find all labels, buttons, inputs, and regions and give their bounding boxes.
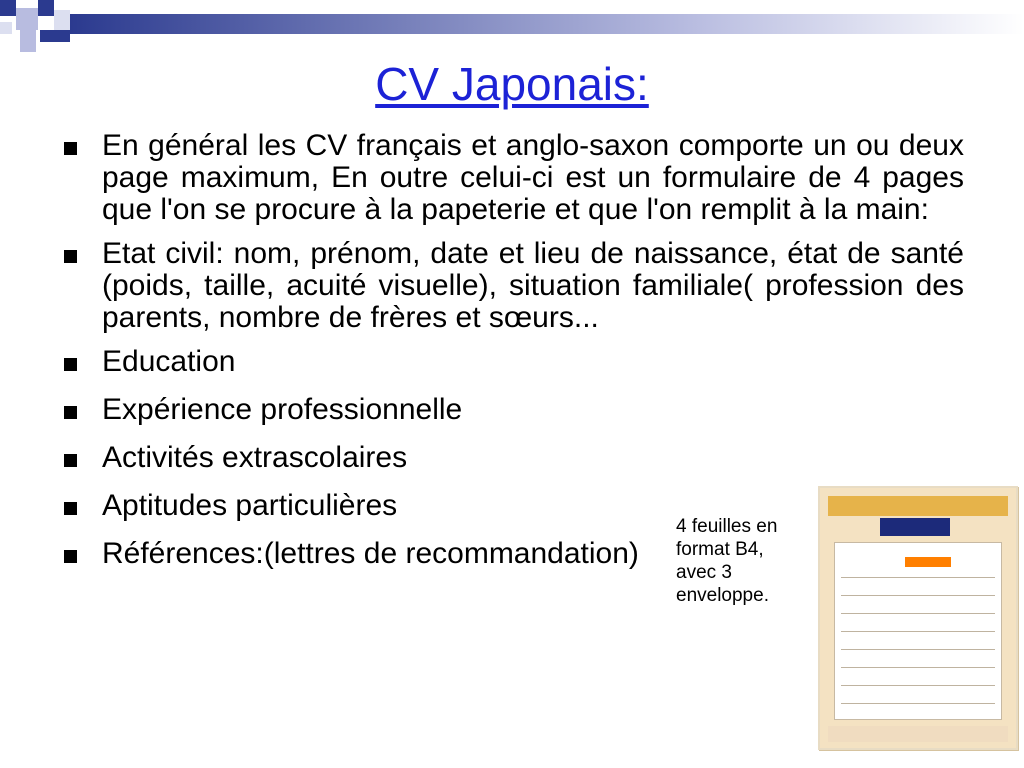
square-bullet-icon — [64, 406, 77, 419]
decorative-square — [0, 22, 12, 34]
header-gradient-band — [70, 14, 1024, 34]
image-caption — [676, 515, 826, 607]
form-footer-strip — [828, 726, 1008, 742]
square-bullet-icon — [64, 250, 77, 263]
decorative-square — [40, 30, 70, 42]
bullet-item — [64, 346, 964, 378]
form-orange-tag — [905, 557, 951, 567]
bullet-item — [64, 130, 964, 226]
bullet-item — [64, 442, 964, 474]
form-line — [841, 649, 995, 650]
square-bullet-icon — [64, 142, 77, 155]
form-line — [841, 613, 995, 614]
bullet-text: Etat civil: nom, prénom, date et lieu de naissance, état de santé (poids, taille, acuité visuelle), situation familiale( profession des parents, nombre de frères et sœurs... — [102, 237, 964, 334]
form-line — [841, 577, 995, 578]
decorative-square — [38, 0, 54, 16]
form-header-strip — [828, 496, 1008, 516]
caption-line: 4 feuilles en — [676, 516, 778, 537]
square-bullet-icon — [64, 454, 77, 467]
bullet-text: Education — [102, 345, 236, 378]
square-bullet-icon — [64, 550, 77, 563]
bullet-text: Aptitudes particulières — [102, 489, 398, 522]
square-bullet-icon — [64, 358, 77, 371]
form-line — [841, 685, 995, 686]
caption-line: avec 3 — [676, 562, 732, 583]
caption-line: format B4, — [676, 539, 764, 560]
bullet-text: Références:(lettres de recommandation) — [102, 537, 639, 570]
form-sheet — [834, 542, 1002, 720]
bullet-text: Expérience professionnelle — [102, 393, 463, 426]
bullet-item — [64, 238, 964, 334]
bullet-item — [64, 394, 964, 426]
slide-title: CV Japonais: — [375, 58, 649, 110]
form-line — [841, 595, 995, 596]
form-line — [841, 667, 995, 668]
caption-line: enveloppe. — [676, 585, 769, 606]
decorative-square — [0, 0, 16, 16]
square-bullet-icon — [64, 502, 77, 515]
form-title-block — [880, 518, 950, 536]
decorative-square — [20, 30, 36, 52]
form-line — [841, 631, 995, 632]
form-line — [841, 703, 995, 704]
bullet-text: En général les CV français et anglo-saxon comporte un ou deux page maximum, En outre celui-ci est un formulaire de 4 pages que l'on se procure à la papeterie et que l'on remplit à la main: — [102, 129, 964, 226]
bullet-text: Activités extrascolaires — [102, 441, 408, 474]
decorative-square — [16, 8, 38, 30]
cv-form-package-image — [818, 486, 1018, 750]
